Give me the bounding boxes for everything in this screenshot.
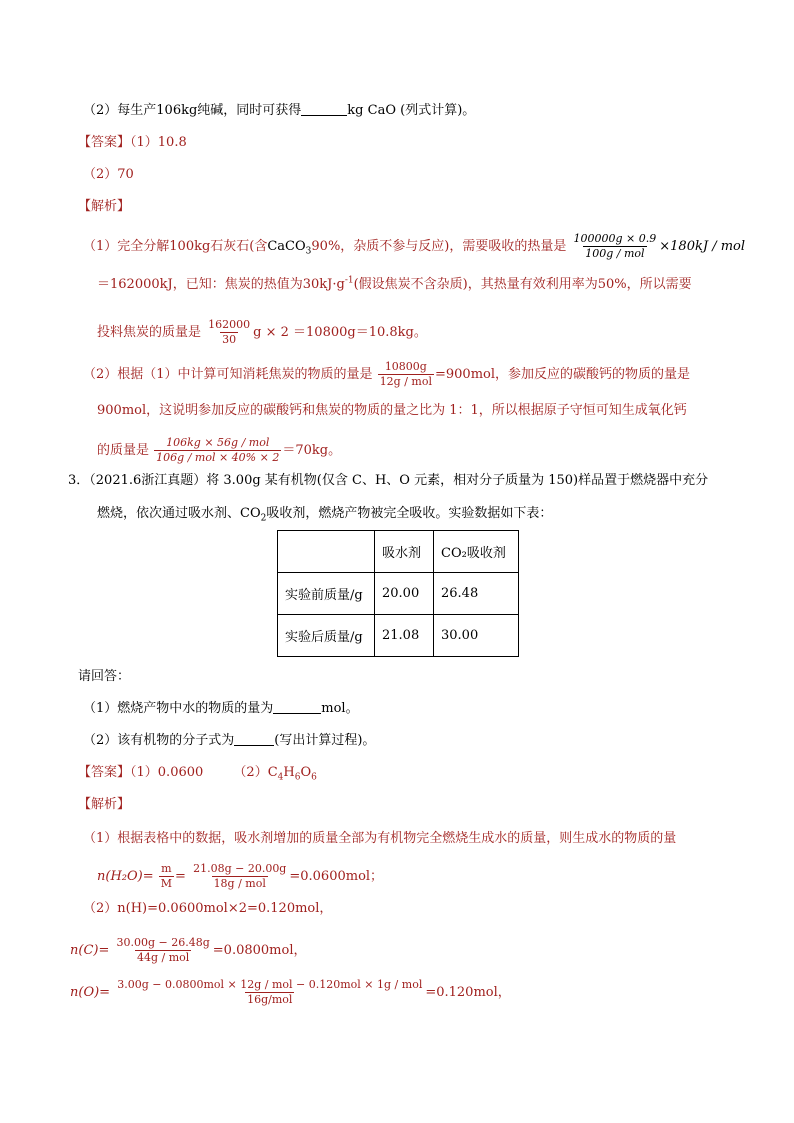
- analysis-line-1: （1）完全分解100kg石灰石(含CaCO$_3$90%，杂质不参与反应)，需要吸收的热量是 $\frac{100000g \times 0.9}{\text{100g / mol}}$ ×180kJ / mol: [83, 232, 746, 260]
- answer-blank: [234, 732, 274, 746]
- answer-blank: [273, 700, 321, 714]
- question-3-part-1: （1）燃烧产物中水的物质的量为 mol。: [83, 701, 359, 716]
- fraction: $\frac{\text{106kg × 56g / mol}}{\text{106g / mol × 40\% × 2}}$: [156, 436, 280, 464]
- analysis-line-4: （2）根据（1）中计算可知消耗焦炭的物质的量是 $\frac{10800g}{\text{12g / mol}}$ =900mol，参加反应的碳酸钙的物质的量是: [83, 360, 691, 388]
- analysis-3-line-4: n(C)= $\frac{30.00g - 26.48g}{\text{44g / mol}}$ =0.0800mol，: [70, 936, 307, 964]
- table-cell: 30.00: [434, 615, 519, 657]
- table-header-row: [278, 531, 519, 573]
- table-cell: 实验前质量/g: [278, 573, 375, 615]
- table-header-cell: CO₂吸收剂: [434, 531, 519, 573]
- answer-tag: 【答案】: [78, 765, 131, 780]
- answer-line-1: 【答案】（1）10.8: [78, 135, 187, 150]
- analysis-3-line-3: （2）n(H)=0.0600mol×2=0.120mol，: [83, 901, 333, 916]
- data-table: [277, 530, 519, 657]
- fraction: $\frac{162000}{30}$: [208, 318, 251, 346]
- fraction: $\frac{\text{3.00g − 0.0800mol × 12g / mol − 0.120mol × 1g / mol}}{\text{16g/mol}}$: [117, 978, 423, 1006]
- analysis-line-6: 的质量是 $\frac{\text{106kg × 56g / mol}}{\text{106g / mol × 40\% × 2}}$ ＝70kg。: [97, 436, 342, 464]
- question-3-line-2: 燃烧，依次通过吸水剂、$CO_2$吸收剂，燃烧产物被完全吸收。实验数据如下表：: [97, 506, 553, 524]
- table-cell: 20.00: [375, 573, 434, 615]
- fraction: $\frac{m}{M}$: [160, 862, 173, 890]
- table-cell: 26.48: [434, 573, 519, 615]
- chem-formula: CaCO$_3$: [267, 239, 312, 257]
- answer-tag: 【答案】: [78, 135, 131, 150]
- table-header-cell: [278, 531, 375, 573]
- table-row: [278, 615, 519, 657]
- question-part-2: （2）每生产106kg纯碱，同时可获得 kg CaO (列式计算)。: [83, 103, 476, 118]
- fraction: $\frac{30.00g - 26.48g}{\text{44g / mol}}$: [116, 936, 210, 964]
- table-header-cell: 吸水剂: [375, 531, 434, 573]
- fraction: $\frac{100000g \times 0.9}{\text{100g / mol}}$: [573, 232, 657, 260]
- table-row: [278, 573, 519, 615]
- answer-blank: [301, 102, 347, 116]
- analysis-3-line-2: n(H₂O)= $\frac{m}{M}$ = $\frac{21.08g - 20.00g}{\text{18g / mol}}$ =0.0600mol；: [97, 862, 384, 890]
- answer-line-2: （2）70: [83, 167, 134, 182]
- analysis-line-2: ＝162000kJ，已知：焦炭的热值为$30kJ\cdot g^{-1}$(假设焦炭不含杂质)，其热量有效利用率为50%，所以需要: [97, 275, 692, 292]
- analysis-3-line-5: n(O)= $\frac{\text{3.00g − 0.0800mol × 12g / mol − 0.120mol × 1g / mol}}{\text{16g/mol}}$ =0.120mol，: [70, 978, 511, 1006]
- analysis-line-3: 投料焦炭的质量是 $\frac{162000}{30}$ g × 2 ＝10800g＝10.8kg。: [97, 318, 427, 346]
- question-3-line-1: 3．（2021.6浙江真题）将 3.00g 某有机物(仅含 C、H、O 元素，相对分子质量为 150)样品置于燃烧器中充分: [68, 473, 709, 488]
- analysis-3-line-1: （1）根据表格中的数据，吸水剂增加的质量全部为有机物完全燃烧生成水的质量，则生成水的物质的量: [83, 831, 677, 846]
- question-3-part-2: （2）该有机物的分子式为 (写出计算过程)。: [83, 733, 376, 748]
- table-cell: 实验后质量/g: [278, 615, 375, 657]
- analysis-line-5: 900mol，这说明参加反应的碳酸钙和焦炭的物质的量之比为 1：1，所以根据原子守恒可知生成氧化钙: [97, 403, 687, 418]
- analysis-tag: 【解析】: [78, 199, 131, 214]
- table-cell: 21.08: [375, 615, 434, 657]
- answer-line-3: 【答案】（1）0.0600 $(2)C_4H_6O_6$: [78, 765, 317, 783]
- analysis-tag: 【解析】: [78, 797, 131, 812]
- please-answer: 请回答：: [78, 669, 131, 684]
- fraction: $\frac{21.08g - 20.00g}{\text{18g / mol}}$: [193, 862, 287, 890]
- fraction: $\frac{10800g}{\text{12g / mol}}$: [379, 360, 432, 388]
